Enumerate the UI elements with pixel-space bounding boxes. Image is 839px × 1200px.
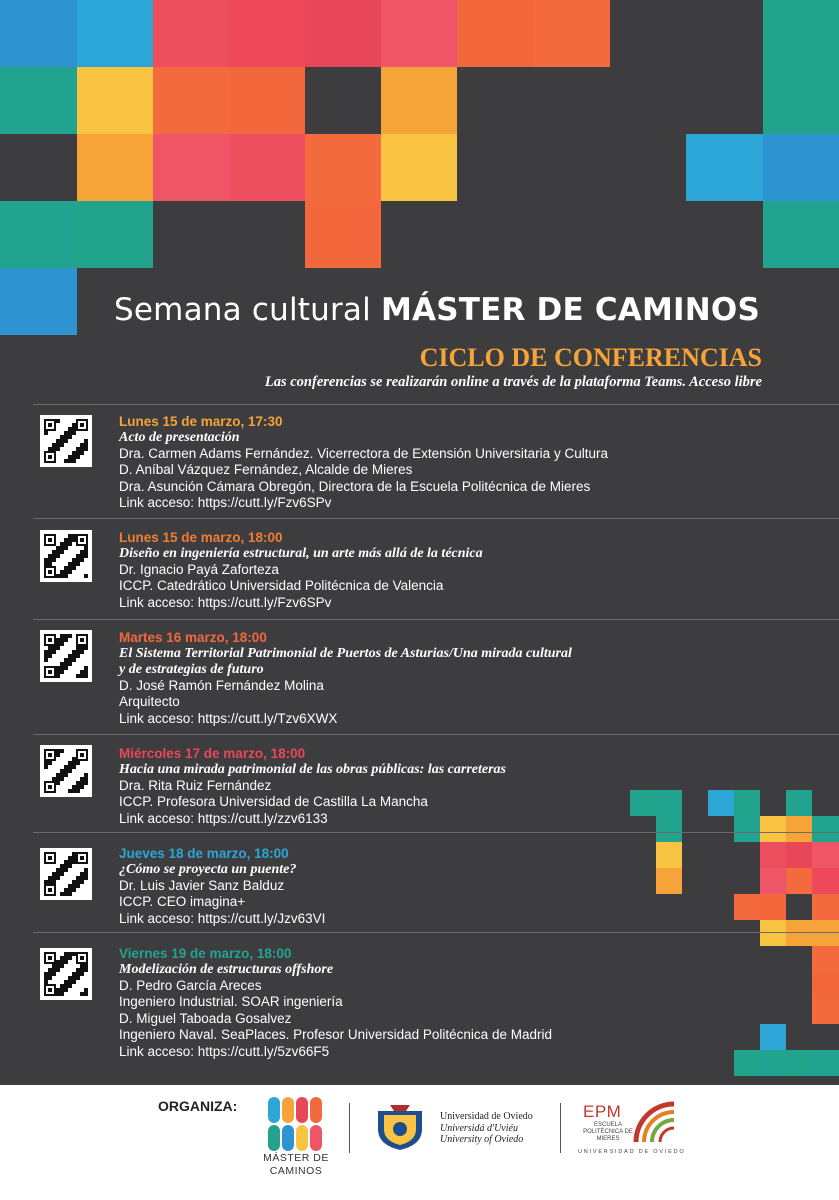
event-speaker-line: D. Aníbal Vázquez Fernández, Alcalde de Mieres bbox=[119, 462, 413, 478]
uniovi-line1: Universidad de Oviedo bbox=[440, 1111, 533, 1122]
logo-divider bbox=[560, 1103, 561, 1153]
event-speaker-line: Ingeniero Naval. SeaPlaces. Profesor Universidad Politécnica de Madrid bbox=[119, 1027, 552, 1043]
qr-code-icon[interactable] bbox=[40, 415, 92, 467]
title-bold: MÁSTER DE CAMINOS bbox=[380, 292, 760, 328]
event-speaker-line: Dr. Ignacio Payá Zaforteza bbox=[119, 562, 279, 577]
event-speaker-line: Dra. Rita Ruiz Fernández bbox=[119, 778, 272, 793]
epm-line1: ESCUELA bbox=[593, 1122, 622, 1128]
event-item bbox=[119, 529, 719, 611]
event-date: Jueves 18 de marzo, 18:00 bbox=[119, 846, 289, 861]
event-title: Diseño en ingeniería estructural, un arte más allá de la técnica bbox=[119, 546, 483, 561]
event-separator bbox=[33, 404, 839, 405]
epm-name bbox=[583, 1122, 633, 1143]
qr-code-icon[interactable] bbox=[40, 745, 92, 797]
epm-line2: POLITÉCNICA DE bbox=[583, 1129, 633, 1135]
university-oviedo-text bbox=[440, 1111, 533, 1146]
uniovi-line3: University of Oviedo bbox=[440, 1134, 524, 1145]
event-link[interactable]: Link acceso: https://cutt.ly/5zv66F5 bbox=[119, 1043, 330, 1059]
epm-university-label: UNIVERSIDAD DE OVIEDO bbox=[578, 1149, 686, 1155]
event-title: ¿Cómo se proyecta un puente? bbox=[119, 862, 297, 877]
event-item bbox=[119, 629, 719, 727]
event-speaker-line: Dra. Asunción Cámara Obregón, Directora de la Escuela Politécnica de Mieres bbox=[119, 478, 591, 494]
epm-arcs-icon bbox=[632, 1100, 678, 1146]
event-title: y de estrategias de futuro bbox=[119, 662, 264, 677]
organiza-label: ORGANIZA: bbox=[158, 1098, 238, 1114]
event-date: Martes 16 marzo, 18:00 bbox=[119, 630, 267, 645]
event-date: Lunes 15 de marzo, 18:00 bbox=[119, 530, 283, 545]
master-caminos-logo-text bbox=[262, 1152, 330, 1178]
event-speaker-line: D. Pedro García Areces bbox=[119, 978, 262, 993]
event-title: Hacia una mirada patrimonial de las obras públicas: las carreteras bbox=[119, 762, 506, 777]
event-date: Viernes 19 de marzo, 18:00 bbox=[119, 946, 292, 961]
event-title: Modelización de estructuras offshore bbox=[119, 962, 334, 977]
poster-title bbox=[0, 292, 760, 328]
event-title: El Sistema Territorial Patrimonial de Puertos de Asturias/Una mirada cultural bbox=[119, 646, 572, 661]
poster-subtitle: CICLO DE CONFERENCIAS bbox=[419, 343, 762, 372]
event-speaker-line: ICCP. Catedrático Universidad Politécnica de Valencia bbox=[119, 578, 444, 594]
epm-line3: MIERES bbox=[596, 1136, 620, 1142]
event-separator bbox=[33, 832, 839, 833]
event-speaker-line: Dr. Luis Javier Sanz Balduz bbox=[119, 878, 285, 893]
top-mosaic-graphic bbox=[0, 0, 839, 340]
event-link[interactable]: Link acceso: https://cutt.ly/Fzv6SPv bbox=[119, 594, 332, 610]
event-link[interactable]: Link acceso: https://cutt.ly/zzv6133 bbox=[119, 810, 328, 826]
event-separator bbox=[33, 619, 839, 620]
event-speaker-line: D. José Ramón Fernández Molina bbox=[119, 678, 324, 693]
event-speaker-line: ICCP. Profesora Universidad de Castilla La Mancha bbox=[119, 794, 428, 810]
event-link[interactable]: Link acceso: https://cutt.ly/Jzv63VI bbox=[119, 910, 326, 926]
master-caminos-logo-icon bbox=[268, 1097, 322, 1151]
qr-code-icon[interactable] bbox=[40, 530, 92, 582]
event-speaker-line: Ingeniero Industrial. SOAR ingeniería bbox=[119, 994, 343, 1010]
qr-code-icon[interactable] bbox=[40, 630, 92, 682]
event-link[interactable]: Link acceso: https://cutt.ly/Tzv6XWX bbox=[119, 710, 338, 726]
event-item bbox=[119, 413, 719, 512]
event-date: Lunes 15 de marzo, 17:30 bbox=[119, 414, 283, 429]
qr-code-icon[interactable] bbox=[40, 848, 92, 900]
event-separator bbox=[33, 932, 839, 933]
qr-code-icon[interactable] bbox=[40, 948, 92, 1000]
uniovi-line2: Universidá d'Uviéu bbox=[440, 1122, 518, 1134]
event-separator bbox=[33, 734, 839, 735]
event-item bbox=[119, 945, 719, 1060]
epm-logo bbox=[583, 1102, 633, 1143]
master-logo-line2: CAMINOS bbox=[269, 1165, 323, 1177]
event-title: Acto de presentación bbox=[119, 430, 240, 445]
event-item bbox=[119, 745, 719, 827]
event-link[interactable]: Link acceso: https://cutt.ly/Fzv6SPv bbox=[119, 495, 332, 511]
event-item bbox=[119, 845, 719, 927]
logo-divider bbox=[349, 1103, 350, 1153]
footer bbox=[0, 1085, 839, 1200]
university-oviedo-shield-icon bbox=[370, 1103, 430, 1151]
event-date: Miércoles 17 de marzo, 18:00 bbox=[119, 746, 306, 761]
title-normal: Semana cultural bbox=[114, 292, 371, 328]
event-speaker-line: D. Miguel Taboada Gosalvez bbox=[119, 1010, 292, 1026]
event-separator bbox=[33, 518, 839, 519]
master-logo-line1: MÁSTER DE bbox=[263, 1152, 329, 1164]
access-note: Las conferencias se realizarán online a través de la plataforma Teams. Acceso libre bbox=[264, 374, 762, 390]
event-speaker-line: Arquitecto bbox=[119, 694, 180, 710]
event-speaker-line: ICCP. CEO imagina+ bbox=[119, 894, 246, 910]
event-speaker-line: Dra. Carmen Adams Fernández. Vicerrectora de Extensión Universitaria y Cultura bbox=[119, 446, 608, 461]
epm-abbr: EPM bbox=[583, 1102, 622, 1121]
